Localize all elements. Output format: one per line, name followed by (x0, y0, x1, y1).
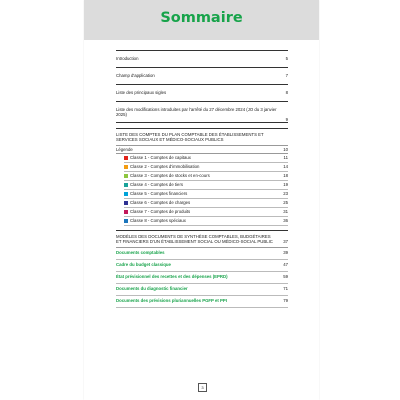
toc-entry-page: 59 (283, 274, 288, 280)
class-description: - Comptes de tiers (147, 182, 184, 188)
toc-entry-sigles (116, 84, 288, 101)
class-label: Classe 4 (130, 182, 147, 188)
toc-entry-page: 7 (285, 73, 288, 79)
class-color-marker (124, 165, 128, 169)
toc-entry-page: 71 (283, 286, 288, 292)
toc-entry-label: Liste des principaux sigles (116, 90, 167, 96)
toc-entry-diagnostic-financier (116, 284, 288, 296)
toc-entry-modifications (116, 101, 288, 123)
class-label: Classe 3 (130, 173, 147, 179)
class-entry (124, 172, 288, 181)
class-color-marker (124, 183, 128, 187)
class-description: - Comptes de capitaux (147, 155, 191, 161)
title-banner (84, 0, 319, 40)
toc-entry-legende (116, 145, 288, 154)
class-label: Classe 1 (130, 155, 147, 161)
class-color-marker (124, 156, 128, 160)
class-entry (124, 208, 288, 217)
class-color-marker (124, 201, 128, 205)
modeles-section (116, 230, 288, 308)
toc-entry-introduction (116, 50, 288, 67)
toc-entry-page: 25 (283, 200, 288, 206)
class-color-marker (124, 210, 128, 214)
class-label: Classe 7 (130, 209, 147, 215)
toc-entry-page: 23 (283, 191, 288, 197)
toc-entry-page: 18 (283, 173, 288, 179)
class-entry (124, 181, 288, 190)
toc-entry-documents-comptables (116, 248, 288, 260)
toc-entry-label: Documents du diagnostic financier (116, 286, 188, 292)
toc-entry-budget-classique (116, 260, 288, 272)
toc-entry-previsions-pluriannuelles (116, 296, 288, 308)
page-title: Sommaire (160, 10, 243, 26)
toc-entry-page: 19 (283, 182, 288, 188)
toc-entry-page: 79 (283, 298, 288, 304)
class-description: - Comptes spéciaux (147, 218, 186, 224)
class-entry (124, 217, 288, 226)
class-description: - Comptes financiers (147, 191, 188, 197)
section-heading (116, 234, 288, 248)
class-label: Classe 8 (130, 218, 147, 224)
class-entry (124, 163, 288, 172)
comptes-section (116, 128, 288, 226)
toc-entry-page: 9 (285, 116, 288, 122)
toc-entry-page: 5 (285, 56, 288, 62)
toc-entry-page: 11 (283, 155, 288, 161)
toc-entry-eprd (116, 272, 288, 284)
toc-entry-page: 37 (283, 239, 288, 245)
toc-entry-page: 36 (283, 218, 288, 224)
toc-entry-label: Légende (116, 146, 133, 152)
section-heading-text: MODÈLES DES DOCUMENTS DE SYNTHÈSE COMPTABLES, BUDGÉTAIRES ET FINANCIERS D'UN ÉTABLISSEMENT SOCIAL OU MÉDICO-SOCIAL PUBLIC (116, 233, 273, 245)
class-label: Classe 6 (130, 200, 147, 206)
toc-entry-page: 47 (283, 262, 288, 268)
class-color-marker (124, 174, 128, 178)
table-of-contents (116, 50, 288, 308)
toc-entry-page: 8 (285, 90, 288, 96)
toc-entry-label: Liste des modifications introduites par l'arrêté du 27 décembre 2024 (JO du 3 janvier 2025) (116, 106, 277, 117)
class-entry (124, 190, 288, 199)
section-heading (116, 132, 288, 143)
class-description: - Comptes de charges (147, 200, 191, 206)
toc-entry-page: 10 (283, 146, 288, 152)
class-color-marker (124, 219, 128, 223)
toc-entry-label: État prévisionnel des recettes et des dépenses (EPRD) (116, 274, 228, 280)
toc-entry-label: Documents comptables (116, 250, 165, 256)
class-entry (124, 199, 288, 208)
toc-entry-champ (116, 67, 288, 84)
class-description: - Comptes d'immobilisation (147, 164, 200, 170)
page-number: 3 (198, 383, 207, 392)
toc-entry-label: Cadre du budget classique (116, 262, 171, 268)
class-color-marker (124, 192, 128, 196)
toc-entry-label: Champ d'application (116, 73, 155, 79)
toc-entry-label: Documents des prévisions pluriannuelles PGFP et PPI (116, 298, 227, 304)
toc-entry-page: 39 (283, 250, 288, 256)
toc-entry-page: 14 (283, 164, 288, 170)
toc-entry-page: 31 (283, 209, 288, 215)
toc-entry-label: Introduction (116, 56, 139, 62)
class-label: Classe 2 (130, 164, 147, 170)
class-description: - Comptes de stocks et en-cours (147, 173, 210, 179)
class-description: - Comptes de produits (147, 209, 191, 215)
section-heading-text: LISTE DES COMPTES DU PLAN COMPTABLE DES ÉTABLISSEMENTS ET SERVICES SOCIAUX ET MÉDICO-SOCIAUX PUBLICS (116, 132, 264, 143)
class-label: Classe 5 (130, 191, 147, 197)
class-entry (124, 154, 288, 163)
document-page (84, 0, 319, 400)
